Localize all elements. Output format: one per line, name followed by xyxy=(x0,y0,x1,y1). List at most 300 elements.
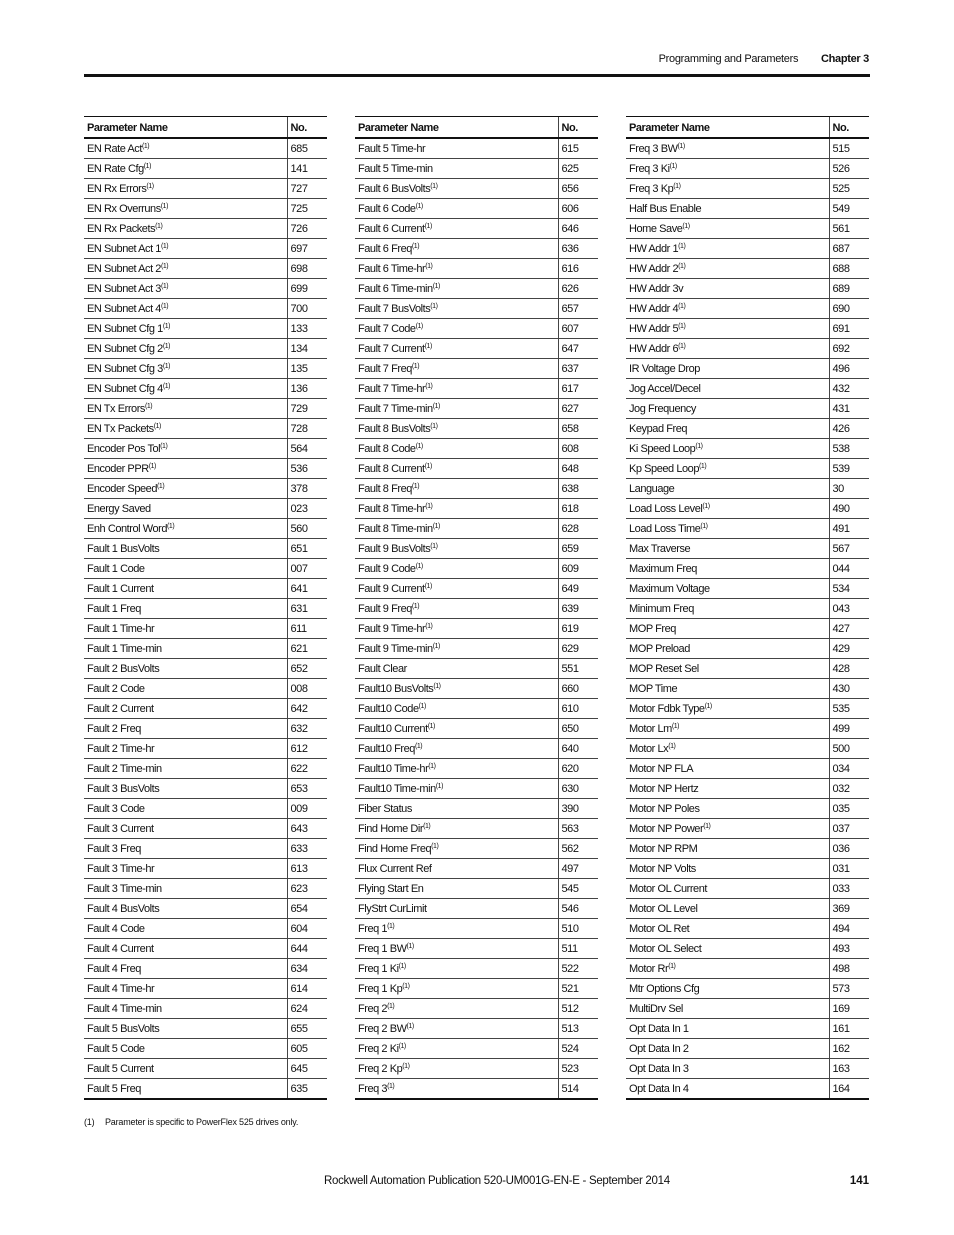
parameter-name-cell xyxy=(355,859,558,879)
table-row xyxy=(626,839,869,859)
parameter-name: Motor Lx xyxy=(629,742,669,755)
table-row xyxy=(626,719,869,739)
parameter-name-cell xyxy=(626,819,829,839)
parameter-number: 164 xyxy=(829,1079,869,1100)
table-row xyxy=(626,259,869,279)
table-row xyxy=(355,199,598,219)
table-row xyxy=(84,679,327,699)
parameter-name-cell xyxy=(355,559,558,579)
parameter-name-cell xyxy=(84,919,287,939)
parameter-name-cell xyxy=(355,1019,558,1039)
parameter-number: 521 xyxy=(558,979,598,999)
parameter-number: 032 xyxy=(829,779,869,799)
parameter-name: EN Rate Cfg xyxy=(87,162,144,175)
parameter-number: 514 xyxy=(558,1079,598,1100)
parameter-name-cell xyxy=(355,138,558,159)
parameter-name-cell xyxy=(355,899,558,919)
footnote-marker: (1) xyxy=(678,242,686,250)
parameter-table xyxy=(84,116,327,1100)
parameter-name-cell xyxy=(355,619,558,639)
table-row xyxy=(626,899,869,919)
table-row xyxy=(84,1019,327,1039)
parameter-name-cell xyxy=(355,399,558,419)
table-header-row xyxy=(355,117,598,139)
table-row xyxy=(355,859,598,879)
parameter-number: 725 xyxy=(287,199,327,219)
table-row xyxy=(626,339,869,359)
parameter-number: 626 xyxy=(558,279,598,299)
parameter-name: Fault 3 Time-min xyxy=(87,882,162,895)
parameter-number: 649 xyxy=(558,579,598,599)
parameter-name-cell xyxy=(84,1019,287,1039)
footnote-marker: (1) xyxy=(415,442,423,450)
column-header-parameter-name: Parameter Name xyxy=(84,117,287,139)
footnote-marker: (1) xyxy=(668,742,676,750)
parameter-name-cell xyxy=(84,559,287,579)
footnote-marker: (1) xyxy=(162,342,171,350)
table-row xyxy=(626,999,869,1019)
parameter-number: 513 xyxy=(558,1019,598,1039)
parameter-name-cell xyxy=(626,179,829,199)
table-row xyxy=(84,259,327,279)
table-header-row xyxy=(626,117,869,139)
table-row xyxy=(84,539,327,559)
parameter-number: 685 xyxy=(287,138,327,159)
parameter-name: Fault 6 Freq xyxy=(358,242,412,255)
chapter-label: Chapter 3 xyxy=(820,53,869,65)
parameter-name-cell xyxy=(84,519,287,539)
table-row xyxy=(626,919,869,939)
parameter-number: 510 xyxy=(558,919,598,939)
parameter-name: Fault 8 Time-min xyxy=(358,522,433,535)
table-row xyxy=(626,799,869,819)
footnote-marker: (1) xyxy=(402,982,410,990)
parameter-name: Motor NP Hertz xyxy=(629,782,699,795)
parameter-name: Freq 3 Kp xyxy=(629,182,674,195)
parameter-number: 624 xyxy=(287,999,327,1019)
footnote-marker: (1) xyxy=(414,742,423,750)
parameter-number: 692 xyxy=(829,339,869,359)
parameter-name: Fault10 Code xyxy=(358,702,419,715)
parameter-number: 534 xyxy=(829,579,869,599)
parameter-name: Jog Accel/Decel xyxy=(629,382,701,395)
table-row xyxy=(626,619,869,639)
footnote-marker: (1) xyxy=(699,462,707,470)
table-row xyxy=(355,579,598,599)
table-row xyxy=(355,399,598,419)
parameter-name-cell xyxy=(84,499,287,519)
parameter-name: MOP Reset Sel xyxy=(629,662,699,675)
parameter-name: EN Tx Packets xyxy=(87,422,154,435)
parameter-number: 493 xyxy=(829,939,869,959)
parameter-name: Fault 6 Current xyxy=(358,222,425,235)
parameter-name-cell xyxy=(626,979,829,999)
parameter-name-cell xyxy=(626,479,829,499)
table-row xyxy=(355,779,598,799)
parameter-number: 141 xyxy=(287,159,327,179)
parameter-name-cell xyxy=(355,939,558,959)
table-row xyxy=(84,319,327,339)
parameter-name: Fault 4 BusVolts xyxy=(87,902,160,915)
parameter-number: 620 xyxy=(558,759,598,779)
parameter-name-cell xyxy=(355,459,558,479)
table-row xyxy=(84,359,327,379)
parameter-name: Fault 4 Current xyxy=(87,942,154,955)
footnote-marker: (1) xyxy=(415,322,423,330)
parameter-number: 611 xyxy=(287,619,327,639)
parameter-number: 498 xyxy=(829,959,869,979)
parameter-name-cell xyxy=(626,799,829,819)
parameter-name: Load Loss Time xyxy=(629,522,701,535)
parameter-name-cell xyxy=(626,259,829,279)
parameter-name-cell xyxy=(84,439,287,459)
parameter-number: 609 xyxy=(558,559,598,579)
parameter-name: EN Subnet Act 1 xyxy=(87,242,161,255)
footnote-marker: (1) xyxy=(430,422,438,430)
parameter-name-cell xyxy=(84,239,287,259)
parameter-name-cell xyxy=(84,979,287,999)
parameter-number: 560 xyxy=(287,519,327,539)
footnote-marker: (1) xyxy=(398,1042,406,1050)
parameter-number: 698 xyxy=(287,259,327,279)
parameter-number: 562 xyxy=(558,839,598,859)
table-row xyxy=(84,1039,327,1059)
parameter-name: Fault 7 BusVolts xyxy=(358,302,431,315)
parameter-number: 524 xyxy=(558,1039,598,1059)
parameter-name: EN Rx Packets xyxy=(87,222,156,235)
table-row xyxy=(84,999,327,1019)
parameter-name-cell xyxy=(355,799,558,819)
parameter-number: 497 xyxy=(558,859,598,879)
table-row xyxy=(84,219,327,239)
parameter-name-cell xyxy=(84,719,287,739)
parameter-name: Load Loss Level xyxy=(629,502,703,515)
table-row xyxy=(84,138,327,159)
parameter-number: 546 xyxy=(558,899,598,919)
footnote-marker: (1) xyxy=(424,342,432,350)
table-row xyxy=(626,879,869,899)
parameter-name-cell xyxy=(355,519,558,539)
footnote-marker: (1) xyxy=(704,702,712,710)
parameter-name-cell xyxy=(355,279,558,299)
parameter-name: EN Subnet Act 3 xyxy=(87,282,161,295)
parameter-number: 641 xyxy=(287,579,327,599)
table-row xyxy=(626,979,869,999)
parameter-name: Minimum Freq xyxy=(629,602,694,615)
parameter-name: Fault 3 Current xyxy=(87,822,154,835)
parameter-name: Fault 2 Current xyxy=(87,702,154,715)
parameter-number: 690 xyxy=(829,299,869,319)
footnote-marker: (1) xyxy=(432,402,440,410)
parameter-name-cell xyxy=(355,919,558,939)
parameter-name: Opt Data In 3 xyxy=(629,1062,689,1075)
parameter-name-cell xyxy=(84,1079,287,1100)
table-row xyxy=(84,659,327,679)
parameter-name-cell xyxy=(355,259,558,279)
table-row xyxy=(626,659,869,679)
parameter-name-cell xyxy=(626,719,829,739)
column-header-parameter-name: Parameter Name xyxy=(626,117,829,139)
table-row xyxy=(355,1019,598,1039)
parameter-number: 535 xyxy=(829,699,869,719)
table-row xyxy=(626,459,869,479)
parameter-number: 522 xyxy=(558,959,598,979)
table-row xyxy=(626,1039,869,1059)
parameter-number: 044 xyxy=(829,559,869,579)
footnote-marker: (1) xyxy=(160,242,169,250)
parameter-number: 659 xyxy=(558,539,598,559)
parameter-name: Motor OL Select xyxy=(629,942,702,955)
parameter-name-cell xyxy=(355,1039,558,1059)
table-row xyxy=(84,1059,327,1079)
parameter-number: 426 xyxy=(829,419,869,439)
table-row xyxy=(355,959,598,979)
parameter-number: 545 xyxy=(558,879,598,899)
parameter-name-cell xyxy=(626,1059,829,1079)
parameter-number: 618 xyxy=(558,499,598,519)
parameter-name-cell xyxy=(84,159,287,179)
parameter-name-cell xyxy=(626,999,829,1019)
table-row xyxy=(626,159,869,179)
table-row xyxy=(84,619,327,639)
table-row xyxy=(355,799,598,819)
column-header-number: No. xyxy=(558,117,598,139)
parameter-number: 133 xyxy=(287,319,327,339)
parameter-name-cell xyxy=(84,679,287,699)
footnote-marker: (1) xyxy=(432,642,440,650)
parameter-number: 615 xyxy=(558,138,598,159)
parameter-name: Flux Current Ref xyxy=(358,862,432,875)
table-row xyxy=(355,519,598,539)
parameter-name-cell xyxy=(355,379,558,399)
footnote-marker: (1) xyxy=(677,142,685,150)
parameter-name: Fault10 Time-hr xyxy=(358,762,429,775)
parameter-name: Freq 2 Kp xyxy=(358,1062,403,1075)
parameter-name: Max Traverse xyxy=(629,542,691,555)
parameter-number: 644 xyxy=(287,939,327,959)
parameter-number: 648 xyxy=(558,459,598,479)
parameter-name-cell xyxy=(84,1039,287,1059)
footnote-marker: (1) xyxy=(678,262,686,270)
publication-footer: Rockwell Automation Publication 520-UM001G-EN-E - September 2014 xyxy=(324,1175,670,1187)
table-row xyxy=(626,959,869,979)
table-row xyxy=(626,639,869,659)
parameter-name-cell xyxy=(84,138,287,159)
parameter-name-cell xyxy=(84,779,287,799)
parameter-name: Motor NP Volts xyxy=(629,862,696,875)
table-row xyxy=(84,959,327,979)
column-header-number: No. xyxy=(829,117,869,139)
parameter-name: Fault 7 Code xyxy=(358,322,416,335)
parameter-number: 551 xyxy=(558,659,598,679)
parameter-name: Fault 8 Freq xyxy=(358,482,412,495)
parameter-name: EN Rx Overruns xyxy=(87,202,161,215)
table-row xyxy=(626,499,869,519)
parameter-name-cell xyxy=(355,579,558,599)
footnote-marker: (1) xyxy=(411,482,420,490)
parameter-number: 378 xyxy=(287,479,327,499)
table-row xyxy=(355,299,598,319)
table-row xyxy=(626,579,869,599)
table-row xyxy=(84,399,327,419)
parameter-name-cell xyxy=(626,239,829,259)
parameter-name-cell xyxy=(355,679,558,699)
parameter-number: 564 xyxy=(287,439,327,459)
parameter-name: Fault 4 Time-hr xyxy=(87,982,155,995)
parameter-name: Maximum Freq xyxy=(629,562,697,575)
footnote-marker: (1) xyxy=(430,542,438,550)
table-row xyxy=(626,779,869,799)
parameter-name: EN Rate Act xyxy=(87,142,142,155)
parameter-number: 169 xyxy=(829,999,869,1019)
parameter-name: Flying Start En xyxy=(358,882,424,895)
parameter-name-cell xyxy=(626,439,829,459)
parameter-name-cell xyxy=(84,399,287,419)
footnote-marker: (1) xyxy=(425,382,433,390)
parameter-name-cell xyxy=(626,279,829,299)
parameter-name: Fault 8 Code xyxy=(358,442,416,455)
table-row xyxy=(355,559,598,579)
parameter-number: 630 xyxy=(558,779,598,799)
parameter-number: 634 xyxy=(287,959,327,979)
footnote-marker: (1) xyxy=(387,1002,395,1010)
table-row xyxy=(84,919,327,939)
table-row xyxy=(84,759,327,779)
table-row xyxy=(84,939,327,959)
parameter-name: Opt Data In 4 xyxy=(629,1082,689,1095)
parameter-name: Fault 7 Time-hr xyxy=(358,382,426,395)
parameter-name-cell xyxy=(84,639,287,659)
table-row xyxy=(355,699,598,719)
parameter-name: MOP Preload xyxy=(629,642,690,655)
parameter-name-cell xyxy=(355,1079,558,1100)
parameter-number: 629 xyxy=(558,639,598,659)
parameter-name: MOP Time xyxy=(629,682,678,695)
parameter-number: 500 xyxy=(829,739,869,759)
table-row xyxy=(626,559,869,579)
footnote-marker: (1) xyxy=(425,262,433,270)
table-row xyxy=(355,1079,598,1100)
parameter-number: 622 xyxy=(287,759,327,779)
column-header-parameter-name: Parameter Name xyxy=(355,117,558,139)
parameter-name-cell xyxy=(84,659,287,679)
parameter-name-cell xyxy=(84,699,287,719)
parameter-number: 651 xyxy=(287,539,327,559)
parameter-name: Fault 8 BusVolts xyxy=(358,422,431,435)
parameter-name-cell xyxy=(84,939,287,959)
parameter-name-cell xyxy=(626,739,829,759)
parameter-name-cell xyxy=(626,939,829,959)
parameter-name-cell xyxy=(355,879,558,899)
parameter-number: 657 xyxy=(558,299,598,319)
parameter-name: Fault 1 Time-hr xyxy=(87,622,155,635)
parameter-name: EN Subnet Cfg 2 xyxy=(87,342,163,355)
footnote-marker: (1) xyxy=(415,202,423,210)
parameter-name: MOP Freq xyxy=(629,622,676,635)
table-row xyxy=(84,639,327,659)
parameter-name-cell xyxy=(355,179,558,199)
parameter-name: HW Addr 2 xyxy=(629,262,679,275)
parameter-name-cell xyxy=(355,1059,558,1079)
table-row xyxy=(355,379,598,399)
parameter-number: 427 xyxy=(829,619,869,639)
table-row xyxy=(355,1039,598,1059)
table-row xyxy=(626,519,869,539)
parameter-name: IR Voltage Drop xyxy=(629,362,700,375)
parameter-name: Jog Frequency xyxy=(629,402,696,415)
parameter-name-cell xyxy=(84,999,287,1019)
parameter-name: Freq 2 BW xyxy=(358,1022,407,1035)
parameter-name: Motor NP FLA xyxy=(629,762,694,775)
parameter-name: Encoder Speed xyxy=(87,482,157,495)
parameter-number: 654 xyxy=(287,899,327,919)
parameter-name: Fault10 Freq xyxy=(358,742,415,755)
parameter-name-cell xyxy=(84,179,287,199)
parameter-number: 161 xyxy=(829,1019,869,1039)
parameter-number: 432 xyxy=(829,379,869,399)
parameter-name: Fault10 Time-min xyxy=(358,782,436,795)
parameter-name-cell xyxy=(355,999,558,1019)
parameter-name: Mtr Options Cfg xyxy=(629,982,700,995)
parameter-name-cell xyxy=(355,979,558,999)
table-row xyxy=(355,239,598,259)
parameter-name: Motor NP Poles xyxy=(629,802,700,815)
parameter-number: 639 xyxy=(558,599,598,619)
table-row xyxy=(626,239,869,259)
parameter-number: 563 xyxy=(558,819,598,839)
footnote-marker: (1) xyxy=(433,682,441,690)
footnote-marker: (1) xyxy=(668,962,676,970)
table-row xyxy=(626,379,869,399)
parameter-name: Freq 3 xyxy=(358,1082,388,1095)
parameter-name-cell xyxy=(84,379,287,399)
table-row xyxy=(355,879,598,899)
parameter-name-cell xyxy=(355,359,558,379)
parameter-name-cell xyxy=(84,459,287,479)
parameter-name-cell xyxy=(84,539,287,559)
table-row xyxy=(84,1079,327,1100)
parameter-name: Find Home Dir xyxy=(358,822,424,835)
table-row xyxy=(84,159,327,179)
parameter-name: Freq 3 BW xyxy=(629,142,678,155)
table-row xyxy=(355,539,598,559)
parameter-number: 573 xyxy=(829,979,869,999)
parameter-number: 430 xyxy=(829,679,869,699)
parameter-number: 549 xyxy=(829,199,869,219)
parameter-number: 561 xyxy=(829,219,869,239)
parameter-name: Fault 3 Code xyxy=(87,802,145,815)
table-row xyxy=(626,299,869,319)
footnote-marker: (1) xyxy=(431,842,439,850)
parameter-number: 428 xyxy=(829,659,869,679)
table-row xyxy=(84,859,327,879)
parameter-number: 033 xyxy=(829,879,869,899)
parameter-name: Maximum Voltage xyxy=(629,582,710,595)
parameter-name-cell xyxy=(626,539,829,559)
parameter-number: 726 xyxy=(287,219,327,239)
table-row xyxy=(84,879,327,899)
parameter-number: 494 xyxy=(829,919,869,939)
table-row xyxy=(355,359,598,379)
footnote-marker: (1) xyxy=(435,782,443,790)
parameter-name-cell xyxy=(84,1059,287,1079)
parameter-name-cell xyxy=(355,299,558,319)
table-row xyxy=(355,179,598,199)
parameter-number: 627 xyxy=(558,399,598,419)
parameter-number: 009 xyxy=(287,799,327,819)
footnote-marker: (1) xyxy=(695,442,703,450)
parameter-number: 635 xyxy=(287,1079,327,1100)
